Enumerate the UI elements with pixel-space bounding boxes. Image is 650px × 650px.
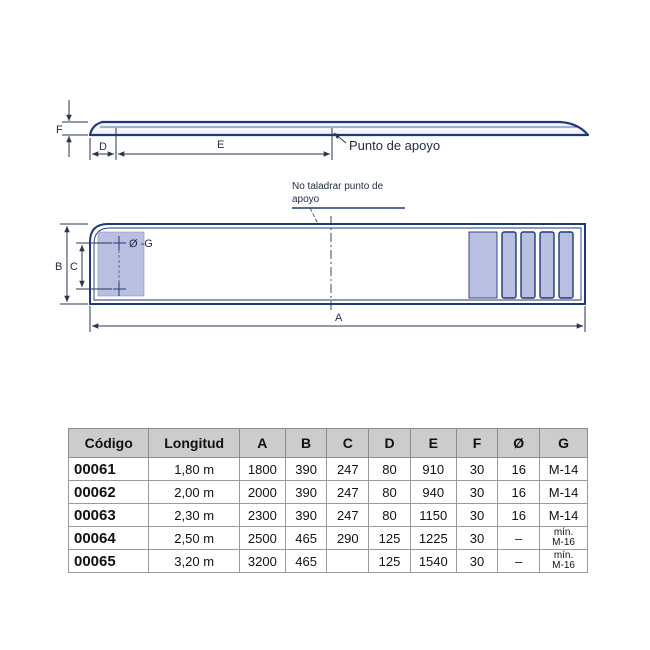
cell-b: 465 (285, 527, 327, 550)
hole-diameter-label: Ø -G (129, 238, 153, 250)
top-view (55, 181, 585, 332)
cell-e: 1540 (410, 550, 456, 573)
cell-a: 2000 (239, 481, 285, 504)
col-header-longitud: Longitud (149, 429, 240, 458)
cell-f: 30 (456, 504, 498, 527)
table-row (69, 550, 588, 573)
table-row (69, 458, 588, 481)
cell-b: 390 (285, 481, 327, 504)
cell-g-value: M-14 (548, 461, 579, 477)
cell-g-prefix: mín. (553, 550, 574, 561)
cell-e: 1150 (410, 504, 456, 527)
pivot-label: Punto de apoyo (349, 138, 441, 153)
cell-b: 390 (285, 504, 327, 527)
cell-b: 465 (285, 550, 327, 573)
table-header-row (69, 429, 588, 458)
cell-codigo: 00064 (69, 527, 149, 550)
dimension-d-label: D (99, 141, 107, 153)
cell-a: 3200 (239, 550, 285, 573)
grip-bar-2 (502, 232, 516, 298)
cell-f: 30 (456, 527, 498, 550)
col-header-d: D (369, 429, 411, 458)
dimension-f-label: F (56, 124, 63, 136)
cell-g-value: M-16 (552, 560, 575, 571)
cell-longitud: 2,00 m (149, 481, 240, 504)
side-view (56, 100, 588, 160)
col-header-c: C (327, 429, 369, 458)
dimension-b-label: B (55, 261, 63, 273)
cell-g (540, 481, 588, 504)
cell-e: 940 (410, 481, 456, 504)
cell-diam: – (498, 550, 540, 573)
cell-diam: 16 (498, 481, 540, 504)
grip-bar-4 (540, 232, 554, 298)
cell-longitud: 2,50 m (149, 527, 240, 550)
cell-g (540, 504, 588, 527)
specs-table (68, 428, 588, 573)
cell-c (327, 550, 369, 573)
cell-g-value: M-14 (548, 484, 579, 500)
cell-c: 247 (327, 504, 369, 527)
col-header-diam: Ø (498, 429, 540, 458)
cell-d: 80 (369, 458, 411, 481)
cell-g (540, 527, 588, 550)
dimension-a-label: A (335, 312, 343, 324)
cell-codigo: 00065 (69, 550, 149, 573)
cell-codigo: 00061 (69, 458, 149, 481)
col-header-f: F (456, 429, 498, 458)
table-row (69, 481, 588, 504)
cell-g-value: M-16 (552, 537, 575, 548)
grip-bar-3 (521, 232, 535, 298)
cell-d: 80 (369, 481, 411, 504)
cell-b: 390 (285, 458, 327, 481)
dimension-c-label: C (70, 261, 78, 273)
cell-c: 290 (327, 527, 369, 550)
cell-e: 910 (410, 458, 456, 481)
cell-f: 30 (456, 550, 498, 573)
cell-e: 1225 (410, 527, 456, 550)
cell-g-value: M-14 (548, 507, 579, 523)
cell-f: 30 (456, 481, 498, 504)
cell-d: 125 (369, 527, 411, 550)
cell-codigo: 00063 (69, 504, 149, 527)
cell-a: 1800 (239, 458, 285, 481)
no-drill-note-line2: apoyo (292, 194, 320, 205)
cell-d: 125 (369, 550, 411, 573)
cell-diam: 16 (498, 458, 540, 481)
col-header-g: G (540, 429, 588, 458)
col-header-a: A (239, 429, 285, 458)
cell-d: 80 (369, 504, 411, 527)
cell-c: 247 (327, 481, 369, 504)
dimension-f (62, 100, 88, 157)
cell-diam: – (498, 527, 540, 550)
cell-a: 2500 (239, 527, 285, 550)
col-header-codigo: Código (69, 429, 149, 458)
ramp-side-profile (90, 122, 588, 135)
cell-longitud: 3,20 m (149, 550, 240, 573)
cell-g-prefix: mín. (553, 527, 574, 538)
cell-codigo: 00062 (69, 481, 149, 504)
cell-f: 30 (456, 458, 498, 481)
cell-g (540, 458, 588, 481)
cell-longitud: 1,80 m (149, 458, 240, 481)
table-row (69, 527, 588, 550)
grip-bar-5 (559, 232, 573, 298)
grip-bar-1 (469, 232, 497, 298)
cell-diam: 16 (498, 504, 540, 527)
cell-g (540, 550, 588, 573)
no-drill-note-line1: No taladrar punto de (292, 181, 384, 192)
dimension-e-label: E (217, 139, 225, 151)
cell-c: 247 (327, 458, 369, 481)
cell-a: 2300 (239, 504, 285, 527)
col-header-b: B (285, 429, 327, 458)
cell-longitud: 2,30 m (149, 504, 240, 527)
col-header-e: E (410, 429, 456, 458)
table-row (69, 504, 588, 527)
